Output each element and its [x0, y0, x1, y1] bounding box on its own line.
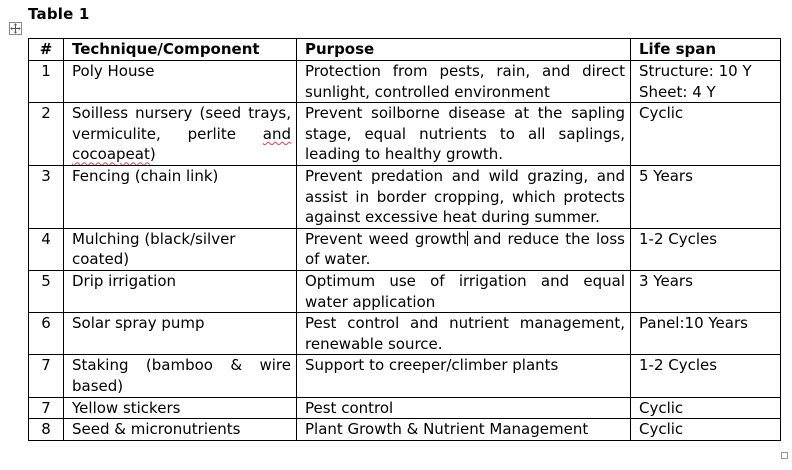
table-caption: Table 1 — [28, 5, 90, 23]
table-move-handle-icon[interactable] — [9, 22, 22, 35]
row-lifespan: 1-2 Cycles — [631, 228, 781, 270]
row-lifespan — [631, 61, 781, 103]
row-purpose: Prevent soilborne disease at the sapling stage, equal nutrients to all saplings, leading to healthy growth. — [297, 103, 631, 166]
row-purpose: Pest control — [297, 397, 631, 419]
row-num: 7 — [29, 355, 64, 397]
technique-text: Soilless nursery (seed trays, vermiculite, perlite — [72, 104, 291, 143]
table-row — [29, 419, 781, 441]
row-purpose: Protection from pests, rain, and direct sunlight, controlled environment — [297, 61, 631, 103]
row-lifespan: 5 Years — [631, 165, 781, 228]
row-technique — [64, 103, 297, 166]
row-num: 6 — [29, 313, 64, 355]
row-technique: Solar spray pump — [64, 313, 297, 355]
table-row — [29, 355, 781, 397]
row-num: 2 — [29, 103, 64, 166]
row-lifespan: Panel:10 Years — [631, 313, 781, 355]
row-num: 7 — [29, 397, 64, 419]
technique-text-end: ) — [149, 145, 156, 164]
row-lifespan: 1-2 Cycles — [631, 355, 781, 397]
table-row — [29, 103, 781, 166]
row-technique: Seed & micronutrients — [64, 419, 297, 441]
header-technique: Technique/Component — [64, 39, 297, 61]
row-purpose[interactable] — [297, 228, 631, 270]
table-row — [29, 270, 781, 312]
row-lifespan: 3 Years — [631, 270, 781, 312]
table-header-row — [29, 39, 781, 61]
row-purpose: Pest control and nutrient management, renewable source. — [297, 313, 631, 355]
purpose-text: Prevent weed growth — [305, 229, 468, 248]
row-purpose: Support to creeper/climber plants — [297, 355, 631, 397]
table-row — [29, 165, 781, 228]
row-technique: Mulching (black/silver coated) — [64, 228, 297, 270]
row-lifespan: Cyclic — [631, 419, 781, 441]
table-row — [29, 228, 781, 270]
row-num: 4 — [29, 228, 64, 270]
header-lifespan: Life span — [631, 39, 781, 61]
table-row — [29, 313, 781, 355]
row-technique: Staking (bamboo & wire based) — [64, 355, 297, 397]
table-row — [29, 61, 781, 103]
row-purpose: Optimum use of irrigation and equal water application — [297, 270, 631, 312]
row-lifespan: Cyclic — [631, 103, 781, 166]
row-technique: Poly House — [64, 61, 297, 103]
row-lifespan: Cyclic — [631, 397, 781, 419]
row-purpose: Plant Growth & Nutrient Management — [297, 419, 631, 441]
row-num: 1 — [29, 61, 64, 103]
purpose-text-rest: and reduce the loss of water. — [305, 229, 625, 269]
row-purpose: Prevent predation and wild grazing, and assist in border cropping, which protects against excessive heat during summer. — [297, 165, 631, 228]
row-num: 5 — [29, 270, 64, 312]
spellcheck-underline: and cocoapeat — [72, 124, 291, 164]
table-resize-handle-icon[interactable] — [781, 452, 788, 459]
lifespan-structure: Structure: 10 Y — [639, 62, 752, 80]
row-num: 8 — [29, 419, 64, 441]
row-num: 3 — [29, 165, 64, 228]
header-purpose: Purpose — [297, 39, 631, 61]
lifespan-sheet: Sheet: 4 Y — [639, 82, 716, 101]
row-technique: Fencing (chain link) — [64, 165, 297, 228]
row-technique: Drip irrigation — [64, 270, 297, 312]
table-row — [29, 397, 781, 419]
data-table — [28, 38, 781, 441]
row-technique: Yellow stickers — [64, 397, 297, 419]
header-num: # — [29, 39, 64, 61]
